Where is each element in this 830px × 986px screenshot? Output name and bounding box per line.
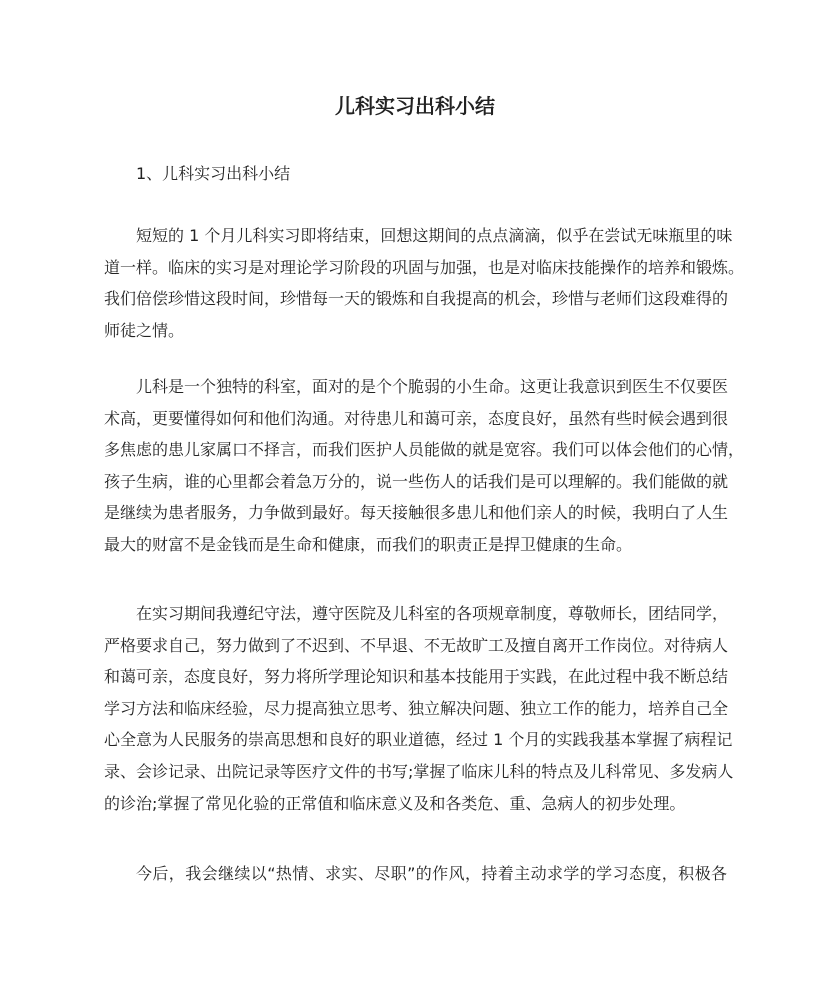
- paragraph-2: [104, 371, 745, 561]
- text-line: 心全意为人民服务的崇高思想和良好的职业道德，经过 1 个月的实践我基本掌握了病程记: [104, 730, 733, 750]
- text-line: 我们倍偿珍惜这段时间，珍惜每一天的锻炼和自我提高的机会，珍惜与老师们这段难得的: [104, 289, 729, 309]
- text-line: 孩子生病，谁的心里都会着急万分的，说一些伤人的话我们是可以理解的。我们能做的就: [104, 471, 729, 491]
- text-line: 的诊治;掌握了常见化验的正常值和临床意义及和各类危、重、急病人的初步处理。: [104, 793, 686, 813]
- text-line: 师徒之情。: [104, 320, 185, 340]
- section-heading: 1、儿科实习出科小结: [136, 164, 291, 183]
- text-line: 学习方法和临床经验，尽力提高独立思考、独立解决问题、独立工作的能力，培养自己全: [104, 698, 729, 718]
- paragraph-1: [104, 220, 745, 346]
- text-line: 道一样。临床的实习是对理论学习阶段的巩固与加强，也是对临床技能操作的培养和锻炼。: [104, 257, 745, 277]
- text-line: 今后，我会继续以“热情、求实、尽职”的作风，持着主动求学的学习态度，积极各: [136, 864, 727, 883]
- text-line: 短短的 1 个月儿科实习即将结束，回想这期间的点点滴滴，似乎在尝试无味瓶里的味: [136, 226, 733, 245]
- text-line: 是继续为患者服务，力争做到最好。每天接触很多患儿和他们亲人的时候，我明白了人生: [104, 503, 729, 523]
- text-line: 最大的财富不是金钱而是生命和健康，而我们的职责正是捍卫健康的生命。: [104, 534, 633, 554]
- document-title: 儿科实习出科小结: [335, 94, 495, 118]
- text-line: 严格要求自己，努力做到了不迟到、不早退、不无故旷工及擅自离开工作岗位。对待病人: [104, 635, 729, 655]
- text-line: 在实习期间我遵纪守法，遵守医院及儿科室的各项规章制度，尊敬师长，团结同学，: [136, 604, 729, 623]
- paragraph-3: [104, 598, 734, 819]
- paragraph-4: [104, 858, 727, 890]
- text-line: 术高，更要懂得如何和他们沟通。对待患儿和蔼可亲，态度良好，虽然有些时候会遇到很: [104, 408, 729, 428]
- text-line: 录、会诊记录、出院记录等医疗文件的书写;掌握了临床儿科的特点及儿科常见、多发病人: [104, 761, 734, 781]
- text-line: 多焦虑的患儿家属口不择言，而我们医护人员能做的就是宽容。我们可以体会他们的心情，: [104, 440, 745, 460]
- text-line: 儿科是一个独特的科室，面对的是个个脆弱的小生命。这更让我意识到医生不仅要医: [136, 377, 729, 396]
- text-line: 和蔼可亲，态度良好，努力将所学理论知识和基本技能用于实践，在此过程中我不断总结: [104, 667, 729, 687]
